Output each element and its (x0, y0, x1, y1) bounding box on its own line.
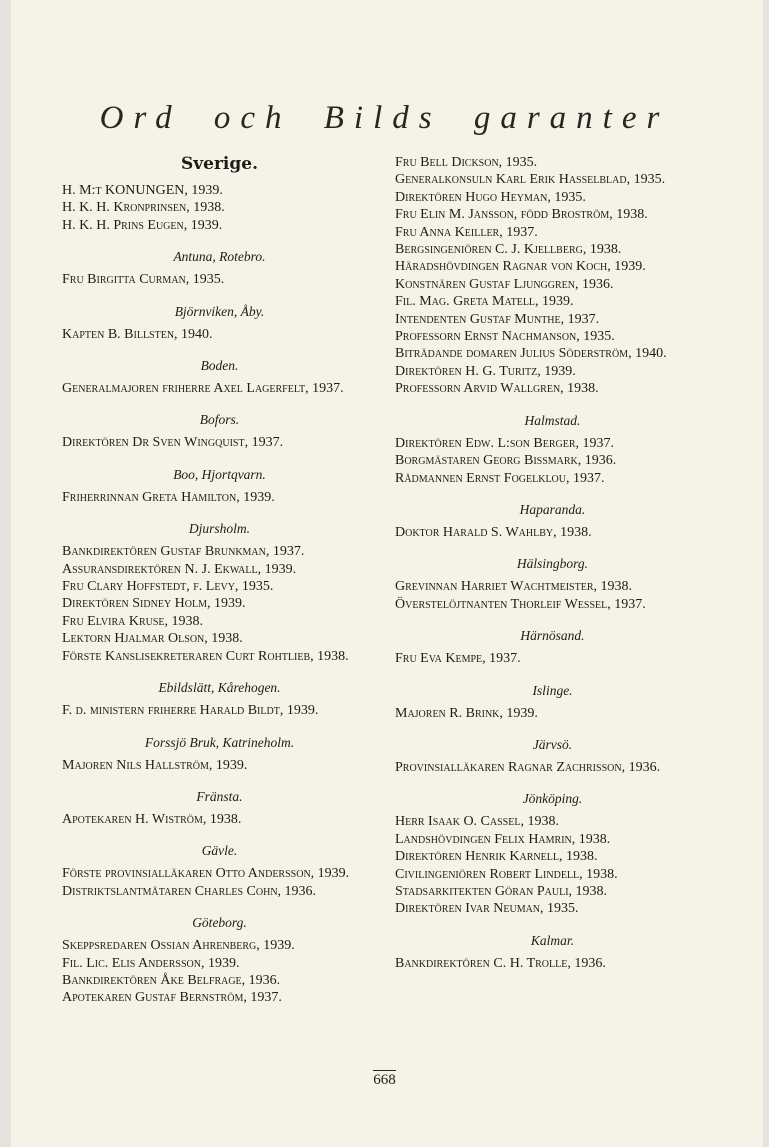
guarantor-entry: Fru Bell Dickson, 1935. (395, 155, 538, 170)
location-heading: Islinge. (532, 682, 573, 698)
location-heading: Jönköping. (522, 791, 583, 807)
guarantor-entry: Direktören Henrik Karnell, 1938. (395, 849, 598, 865)
guarantor-entry: Fil. Lic. Elis Andersson, 1939. (62, 955, 240, 971)
location-heading: Björnviken, Åby. (174, 303, 265, 319)
guarantor-entry: Grevinnan Harriet Wachtmeister, 1938. (395, 579, 633, 595)
location-section (62, 182, 377, 234)
location-section (395, 501, 710, 541)
location-heading: Antuna, Rotebro. (173, 249, 266, 265)
guarantor-entry: Borgmästaren Georg Bissmark, 1936. (395, 453, 617, 469)
guarantor-entry: Rådmannen Ernst Fogelklou, 1937. (395, 470, 605, 486)
location-section (395, 790, 710, 917)
guarantor-entry: Fru Anna Keiller, 1937. (395, 224, 538, 240)
location-section (62, 788, 377, 828)
location-heading: Kalmar. (530, 932, 575, 948)
location-section (395, 627, 710, 667)
guarantor-entry: Överstelöjtnanten Thorleif Wessel, 1937. (395, 596, 646, 612)
location-section (395, 932, 710, 972)
location-heading: Ebildslätt, Kårehogen. (158, 680, 281, 696)
guarantor-entry: Fil. Mag. Greta Matell, 1939. (395, 294, 574, 310)
location-section (395, 412, 710, 487)
guarantor-entry: Stadsarkitekten Göran Pauli, 1938. (395, 883, 608, 899)
guarantor-entry: Direktören Dr Sven Wingquist, 1937. (62, 435, 284, 451)
guarantor-entry: Majoren Nils Hallström, 1939. (62, 757, 248, 773)
location-section (395, 555, 710, 613)
location-section (395, 682, 710, 722)
location-section (62, 734, 377, 774)
guarantor-entry: Häradshövdingen Ragnar von Koch, 1939. (395, 259, 646, 275)
location-section (62, 303, 377, 343)
guarantor-entry: Biträdande domaren Julius Söderström, 1940. (395, 346, 667, 362)
guarantor-entry: Doktor Harald S. Wahlby, 1938. (395, 524, 592, 540)
location-section (395, 736, 710, 776)
location-section (62, 679, 377, 719)
location-section (62, 466, 377, 506)
location-section (62, 842, 377, 900)
guarantor-entry: Bankdirektören Åke Belfrage, 1936. (62, 972, 281, 988)
guarantor-entry: Generalkonsuln Karl Erik Hasselblad, 1935. (395, 172, 666, 188)
location-section (62, 520, 377, 665)
page-number (0, 1072, 769, 1089)
guarantor-entry: Generalmajoren friherre Axel Lagerfelt, 1937. (62, 381, 344, 397)
location-section (62, 411, 377, 451)
guarantor-entry: H. K. H. Prins Eugen, 1939. (62, 217, 223, 233)
guarantor-entry: Provinsialläkaren Ragnar Zachrisson, 1936. (395, 759, 661, 775)
location-heading: Gävle. (201, 843, 238, 859)
guarantor-entry: Civilingeniören Robert Lindell, 1938. (395, 866, 618, 882)
left-sections (62, 182, 377, 1007)
location-heading: Fränsta. (196, 788, 243, 804)
location-heading: Järvsö. (532, 736, 573, 752)
guarantor-entry: Direktören Edw. L:son Berger, 1937. (395, 435, 615, 451)
guarantor-entry: Direktören Sidney Holm, 1939. (62, 596, 246, 612)
guarantor-entry: H. M:t KONUNGEN, 1939. (62, 183, 223, 198)
guarantor-entry: Apotekaren H. Wiström, 1938. (62, 811, 242, 827)
guarantor-entry: Landshövdingen Felix Hamrin, 1938. (395, 831, 611, 847)
guarantor-entry: Fru Clary Hoffstedt, f. Levy, 1935. (62, 579, 274, 595)
guarantor-entry: Herr Isaak O. Cassel, 1938. (395, 814, 559, 830)
guarantor-entry: Friherrinnan Greta Hamilton, 1939. (62, 489, 275, 505)
location-heading: Djursholm. (188, 521, 251, 537)
guarantor-entry: Kapten B. Billsten, 1940. (62, 326, 213, 342)
guarantor-entry: Assuransdirektören N. J. Ekwall, 1939. (62, 561, 297, 577)
guarantor-entry: Professorn Arvid Wallgren, 1938. (395, 381, 599, 397)
location-heading: Forssjö Bruk, Katrineholm. (144, 734, 295, 750)
guarantor-entry: Distriktslantmätaren Charles Cohn, 1936. (62, 883, 317, 899)
guarantor-entry: Direktören H. G. Turitz, 1939. (395, 363, 576, 379)
location-section (62, 914, 377, 1007)
guarantor-entry: Bergsingeniören C. J. Kjellberg, 1938. (395, 242, 622, 258)
country-heading: Sverige. (180, 154, 258, 174)
guarantor-entry: Bankdirektören C. H. Trolle, 1936. (395, 955, 606, 971)
page-number-text: 668 (373, 1072, 396, 1088)
left-column (62, 154, 377, 1007)
guarantor-entry: Fru Elin M. Jansson, född Broström, 1938. (395, 207, 648, 223)
location-heading: Boden. (200, 358, 239, 374)
guarantor-entry: Förste provinsialläkaren Otto Andersson, 1939. (62, 866, 350, 882)
location-heading: Göteborg. (192, 915, 247, 931)
guarantor-entry: Direktören Hugo Heyman, 1935. (395, 189, 586, 205)
guarantor-entry: Bankdirektören Gustaf Brunkman, 1937. (62, 544, 305, 560)
right-sections (395, 154, 710, 972)
location-section (395, 154, 710, 398)
guarantor-entry: Skeppsredaren Ossian Ahrenberg, 1939. (62, 938, 295, 954)
guarantor-entry: Fru Eva Kempe, 1937. (395, 651, 521, 667)
location-heading: Hälsingborg. (516, 556, 589, 572)
location-heading: Boo, Hjortqvarn. (173, 466, 266, 482)
location-section (62, 248, 377, 288)
location-section (62, 357, 377, 397)
guarantor-entry: Fru Elvira Kruse, 1938. (62, 613, 204, 629)
guarantor-entry: H. K. H. Kronprinsen, 1938. (62, 200, 225, 216)
guarantor-entry: Fru Birgitta Curman, 1935. (62, 272, 225, 288)
guarantor-entry: Majoren R. Brink, 1939. (395, 705, 538, 721)
guarantor-entry: Konstnären Gustaf Ljunggren, 1936. (395, 276, 614, 292)
location-heading: Bofors. (199, 412, 240, 428)
guarantor-entry: F. d. ministern friherre Harald Bildt, 1939. (62, 703, 319, 719)
guarantor-entry: Lektorn Hjalmar Olson, 1938. (62, 631, 243, 647)
guarantor-entry: Professorn Ernst Nachmanson, 1935. (395, 329, 615, 345)
guarantor-entry: Intendenten Gustaf Munthe, 1937. (395, 311, 600, 327)
location-heading: Haparanda. (519, 501, 586, 517)
page-title: Ord och Bilds garanter (99, 100, 670, 136)
location-heading: Halmstad. (524, 412, 581, 428)
guarantor-entry: Förste Kanslisekreteraren Curt Rohtlieb, 1938. (62, 648, 349, 664)
location-heading: Härnösand. (520, 628, 585, 644)
guarantor-entry: Direktören Ivar Neuman, 1935. (395, 901, 579, 917)
right-column (395, 154, 710, 972)
guarantor-entry: Apotekaren Gustaf Bernström, 1937. (62, 990, 282, 1006)
